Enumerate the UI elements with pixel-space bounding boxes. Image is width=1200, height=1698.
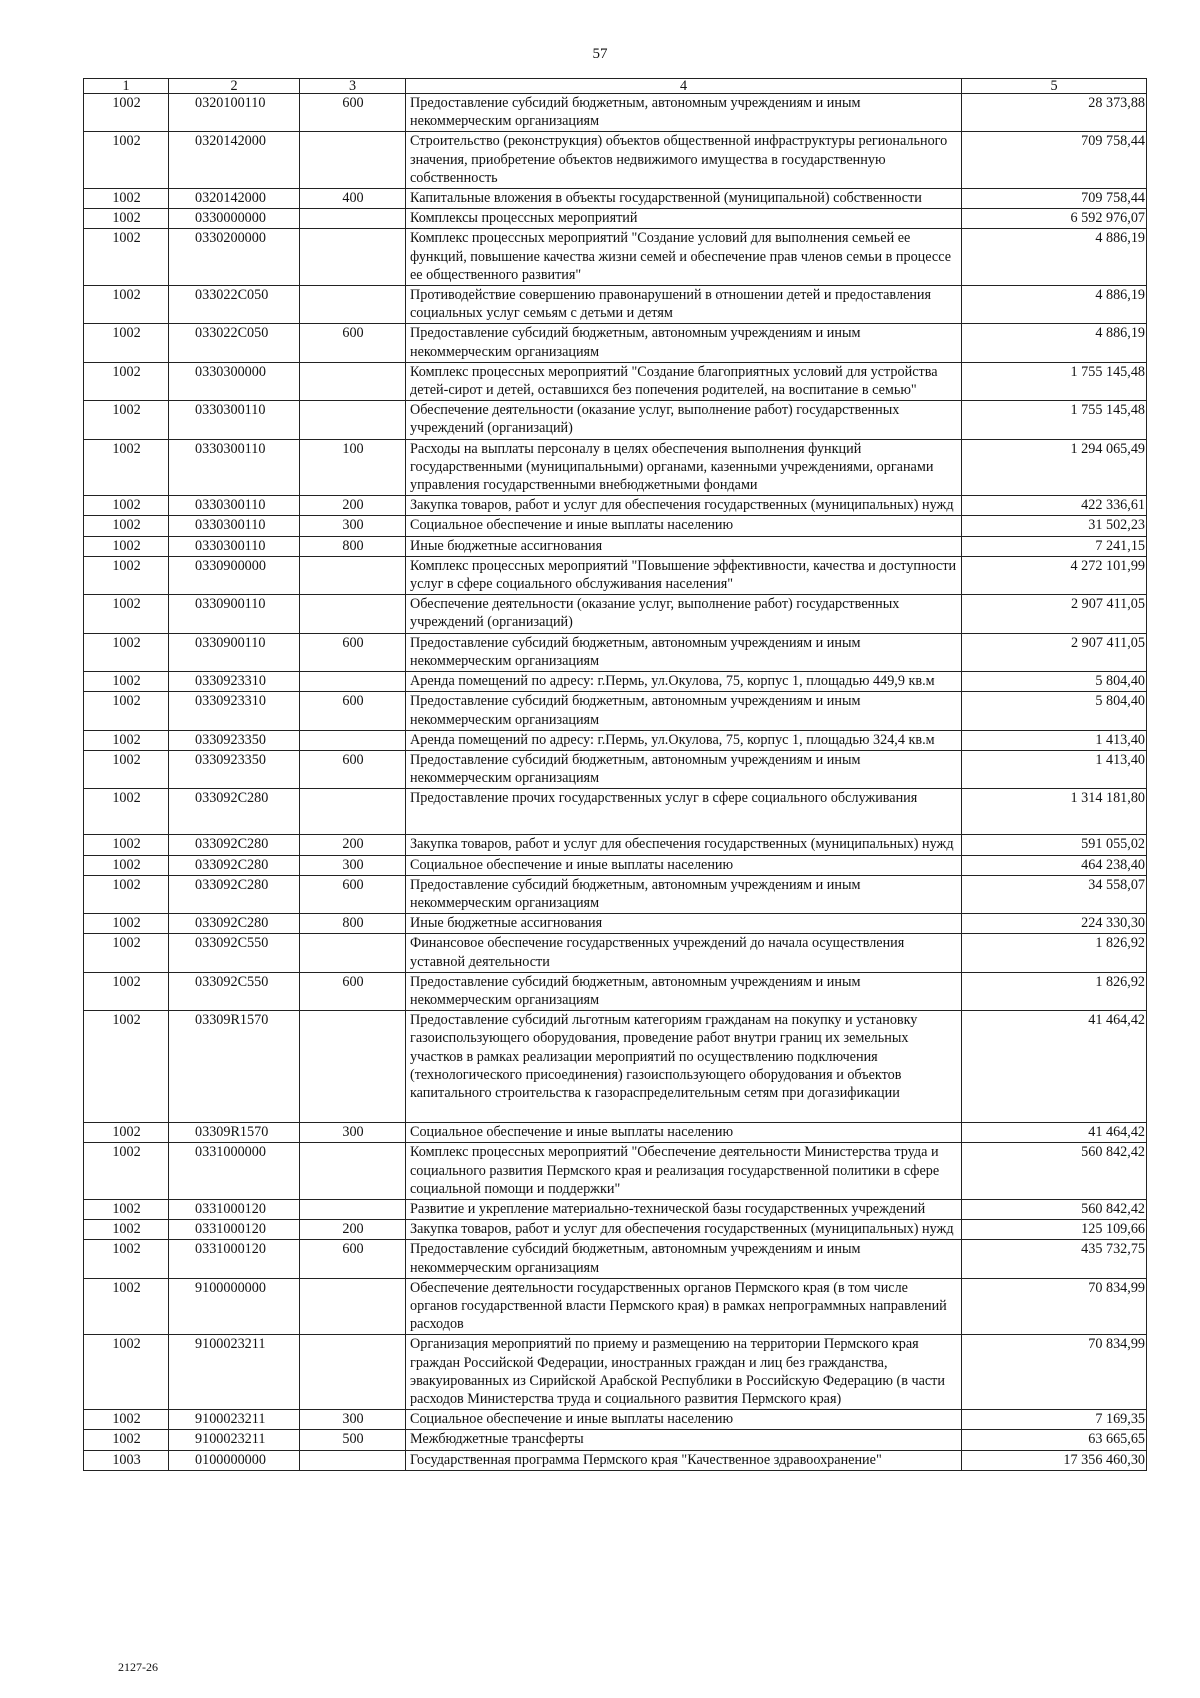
cell-amount: 7 241,15 <box>962 536 1147 556</box>
column-header-target-article: 2 <box>169 79 300 94</box>
table-row <box>84 1335 1147 1410</box>
cell-expense-type: 600 <box>300 972 406 1010</box>
cell-section: 1002 <box>84 556 169 594</box>
page-number: 57 <box>592 46 608 62</box>
cell-expense-type <box>300 595 406 633</box>
cell-expense-type <box>300 401 406 439</box>
cell-amount: 31 502,23 <box>962 516 1147 536</box>
cell-expense-type: 600 <box>300 875 406 913</box>
cell-target-article: 033092С280 <box>169 789 300 835</box>
cell-name: Комплекс процессных мероприятий "Создание условий для выполнения семьей ее функций, повышение качества жизни семей и обеспечение прав членов семьи в процессе ее общественного развития" <box>406 229 962 286</box>
cell-section: 1002 <box>84 189 169 209</box>
cell-target-article: 033092С550 <box>169 934 300 972</box>
cell-name: Социальное обеспечение и иные выплаты населению <box>406 516 962 536</box>
cell-target-article: 0330300110 <box>169 496 300 516</box>
cell-expense-type <box>300 730 406 750</box>
cell-section: 1002 <box>84 1278 169 1335</box>
cell-target-article: 0320142000 <box>169 132 300 189</box>
cell-amount: 70 834,99 <box>962 1278 1147 1335</box>
cell-expense-type: 800 <box>300 914 406 934</box>
cell-amount: 422 336,61 <box>962 496 1147 516</box>
cell-target-article: 9100023211 <box>169 1410 300 1430</box>
cell-target-article: 0331000120 <box>169 1240 300 1278</box>
cell-expense-type: 800 <box>300 536 406 556</box>
table-row <box>84 789 1147 835</box>
cell-section: 1002 <box>84 516 169 536</box>
cell-expense-type <box>300 1335 406 1410</box>
table-row <box>84 692 1147 730</box>
cell-amount: 560 842,42 <box>962 1143 1147 1200</box>
table-row <box>84 1220 1147 1240</box>
cell-section: 1002 <box>84 1430 169 1450</box>
cell-target-article: 0330923310 <box>169 672 300 692</box>
cell-amount: 6 592 976,07 <box>962 209 1147 229</box>
cell-amount: 709 758,44 <box>962 132 1147 189</box>
table-row <box>84 730 1147 750</box>
cell-target-article: 0330923350 <box>169 750 300 788</box>
cell-name: Комплекс процессных мероприятий "Повышение эффективности, качества и доступности услуг в сфере социального обслуживания населения" <box>406 556 962 594</box>
cell-target-article: 03309R1570 <box>169 1123 300 1143</box>
cell-name: Организация мероприятий по приему и размещению на территории Пермского края граждан Российской Федерации, иностранных граждан и лиц без гражданства, эвакуированных из Сирийской Арабской Республики в Российскую Федерацию (в части расходов Министерства труда и социального развития Пермского края) <box>406 1335 962 1410</box>
table-row <box>84 496 1147 516</box>
column-header-section: 1 <box>84 79 169 94</box>
cell-name: Противодействие совершению правонарушений в отношении детей и предоставления социальных услуг семьям с детьми и детям <box>406 286 962 324</box>
cell-expense-type: 200 <box>300 496 406 516</box>
cell-amount: 2 907 411,05 <box>962 595 1147 633</box>
cell-expense-type: 300 <box>300 516 406 536</box>
cell-amount: 70 834,99 <box>962 1335 1147 1410</box>
cell-section: 1002 <box>84 595 169 633</box>
table-row <box>84 934 1147 972</box>
table-row <box>84 94 1147 132</box>
footer-code: 2127-26 <box>118 1660 158 1674</box>
cell-amount: 464 238,40 <box>962 855 1147 875</box>
cell-amount: 5 804,40 <box>962 672 1147 692</box>
cell-section: 1002 <box>84 401 169 439</box>
cell-amount: 4 272 101,99 <box>962 556 1147 594</box>
table-row <box>84 536 1147 556</box>
cell-name: Социальное обеспечение и иные выплаты населению <box>406 1410 962 1430</box>
cell-amount: 591 055,02 <box>962 835 1147 855</box>
cell-expense-type <box>300 132 406 189</box>
cell-target-article: 9100023211 <box>169 1430 300 1450</box>
table-row <box>84 1430 1147 1450</box>
cell-target-article: 0331000120 <box>169 1199 300 1219</box>
table-row <box>84 835 1147 855</box>
cell-target-article: 0330900110 <box>169 633 300 671</box>
table-row <box>84 1450 1147 1470</box>
cell-section: 1002 <box>84 730 169 750</box>
cell-section: 1002 <box>84 1335 169 1410</box>
cell-target-article: 0330300000 <box>169 362 300 400</box>
cell-expense-type <box>300 1278 406 1335</box>
cell-amount: 4 886,19 <box>962 324 1147 362</box>
cell-expense-type: 100 <box>300 439 406 496</box>
cell-section: 1002 <box>84 536 169 556</box>
cell-expense-type <box>300 1011 406 1123</box>
table-header-row <box>84 79 1147 94</box>
column-header-name: 4 <box>406 79 962 94</box>
table-row <box>84 516 1147 536</box>
cell-target-article: 0320142000 <box>169 189 300 209</box>
table-row <box>84 595 1147 633</box>
cell-section: 1002 <box>84 835 169 855</box>
cell-target-article: 0330900000 <box>169 556 300 594</box>
cell-name: Аренда помещений по адресу: г.Пермь, ул.Окулова, 75, корпус 1, площадью 324,4 кв.м <box>406 730 962 750</box>
cell-amount: 2 907 411,05 <box>962 633 1147 671</box>
table-row <box>84 1123 1147 1143</box>
cell-section: 1002 <box>84 324 169 362</box>
cell-target-article: 033022С050 <box>169 286 300 324</box>
cell-expense-type <box>300 209 406 229</box>
cell-name: Комплексы процессных мероприятий <box>406 209 962 229</box>
cell-amount: 435 732,75 <box>962 1240 1147 1278</box>
cell-target-article: 9100023211 <box>169 1335 300 1410</box>
cell-section: 1002 <box>84 750 169 788</box>
cell-amount: 125 109,66 <box>962 1220 1147 1240</box>
cell-amount: 224 330,30 <box>962 914 1147 934</box>
table-row <box>84 401 1147 439</box>
table-row <box>84 633 1147 671</box>
column-header-expense-type: 3 <box>300 79 406 94</box>
budget-table-container <box>83 78 1146 1471</box>
cell-section: 1002 <box>84 934 169 972</box>
cell-section: 1002 <box>84 1143 169 1200</box>
cell-expense-type: 600 <box>300 1240 406 1278</box>
cell-name: Строительство (реконструкция) объектов общественной инфраструктуры регионального значения, приобретение объектов недвижимого имущества в государственную собственность <box>406 132 962 189</box>
cell-amount: 4 886,19 <box>962 229 1147 286</box>
cell-section: 1002 <box>84 855 169 875</box>
cell-name: Предоставление субсидий бюджетным, автономным учреждениям и иным некоммерческим организациям <box>406 692 962 730</box>
cell-expense-type <box>300 789 406 835</box>
table-row <box>84 132 1147 189</box>
cell-name: Предоставление субсидий бюджетным, автономным учреждениям и иным некоммерческим организациям <box>406 972 962 1010</box>
cell-target-article: 0331000000 <box>169 1143 300 1200</box>
cell-section: 1002 <box>84 875 169 913</box>
cell-expense-type: 400 <box>300 189 406 209</box>
cell-target-article: 03309R1570 <box>169 1011 300 1123</box>
cell-section: 1002 <box>84 789 169 835</box>
cell-expense-type: 600 <box>300 324 406 362</box>
cell-section: 1002 <box>84 94 169 132</box>
cell-section: 1002 <box>84 439 169 496</box>
table-row <box>84 1410 1147 1430</box>
cell-name: Предоставление субсидий бюджетным, автономным учреждениям и иным некоммерческим организациям <box>406 324 962 362</box>
table-row <box>84 556 1147 594</box>
cell-target-article: 0330900110 <box>169 595 300 633</box>
cell-amount: 7 169,35 <box>962 1410 1147 1430</box>
cell-target-article: 0330923350 <box>169 730 300 750</box>
cell-expense-type <box>300 672 406 692</box>
cell-name: Развитие и укрепление материально-технической базы государственных учреждений <box>406 1199 962 1219</box>
cell-expense-type: 200 <box>300 835 406 855</box>
table-row <box>84 189 1147 209</box>
cell-name: Капитальные вложения в объекты государственной (муниципальной) собственности <box>406 189 962 209</box>
cell-target-article: 0330300110 <box>169 401 300 439</box>
cell-section: 1002 <box>84 972 169 1010</box>
cell-amount: 709 758,44 <box>962 189 1147 209</box>
cell-expense-type: 500 <box>300 1430 406 1450</box>
cell-name: Иные бюджетные ассигнования <box>406 914 962 934</box>
table-row <box>84 914 1147 934</box>
cell-name: Предоставление субсидий бюджетным, автономным учреждениям и иным некоммерческим организациям <box>406 875 962 913</box>
cell-expense-type <box>300 229 406 286</box>
cell-section: 1002 <box>84 1410 169 1430</box>
cell-target-article: 033022С050 <box>169 324 300 362</box>
cell-name: Предоставление субсидий бюджетным, автономным учреждениям и иным некоммерческим организациям <box>406 94 962 132</box>
cell-amount: 34 558,07 <box>962 875 1147 913</box>
cell-target-article: 033092С280 <box>169 855 300 875</box>
cell-amount: 1 413,40 <box>962 750 1147 788</box>
table-row <box>84 439 1147 496</box>
cell-amount: 41 464,42 <box>962 1123 1147 1143</box>
cell-section: 1002 <box>84 1123 169 1143</box>
cell-section: 1002 <box>84 229 169 286</box>
cell-amount: 1 826,92 <box>962 934 1147 972</box>
cell-amount: 17 356 460,30 <box>962 1450 1147 1470</box>
cell-amount: 63 665,65 <box>962 1430 1147 1450</box>
cell-target-article: 033092С280 <box>169 914 300 934</box>
cell-amount: 1 826,92 <box>962 972 1147 1010</box>
cell-target-article: 0330200000 <box>169 229 300 286</box>
cell-name: Предоставление прочих государственных услуг в сфере социального обслуживания <box>406 789 962 835</box>
cell-name: Иные бюджетные ассигнования <box>406 536 962 556</box>
cell-target-article: 0330300110 <box>169 536 300 556</box>
cell-expense-type <box>300 1199 406 1219</box>
cell-section: 1002 <box>84 1220 169 1240</box>
cell-amount: 1 413,40 <box>962 730 1147 750</box>
cell-name: Закупка товаров, работ и услуг для обеспечения государственных (муниципальных) нужд <box>406 496 962 516</box>
cell-target-article: 033092С280 <box>169 875 300 913</box>
cell-expense-type <box>300 556 406 594</box>
cell-target-article: 0330000000 <box>169 209 300 229</box>
cell-expense-type <box>300 1143 406 1200</box>
cell-expense-type: 300 <box>300 855 406 875</box>
cell-target-article: 033092С280 <box>169 835 300 855</box>
cell-expense-type <box>300 362 406 400</box>
table-row <box>84 672 1147 692</box>
cell-name: Межбюджетные трансферты <box>406 1430 962 1450</box>
cell-amount: 1 294 065,49 <box>962 439 1147 496</box>
table-row <box>84 875 1147 913</box>
cell-expense-type: 300 <box>300 1410 406 1430</box>
cell-target-article: 0331000120 <box>169 1220 300 1240</box>
cell-name: Обеспечение деятельности (оказание услуг, выполнение работ) государственных учреждений (организаций) <box>406 401 962 439</box>
table-body <box>84 94 1147 1471</box>
cell-expense-type: 600 <box>300 633 406 671</box>
cell-name: Аренда помещений по адресу: г.Пермь, ул.Окулова, 75, корпус 1, площадью 449,9 кв.м <box>406 672 962 692</box>
table-row <box>84 1199 1147 1219</box>
cell-section: 1002 <box>84 633 169 671</box>
cell-section: 1002 <box>84 692 169 730</box>
cell-section: 1002 <box>84 209 169 229</box>
cell-target-article: 0330923310 <box>169 692 300 730</box>
table-row <box>84 229 1147 286</box>
budget-table <box>83 78 1147 1471</box>
table-row <box>84 750 1147 788</box>
cell-amount: 1 755 145,48 <box>962 401 1147 439</box>
cell-name: Комплекс процессных мероприятий "Создание благоприятных условий для устройства детей-сирот и детей, оставшихся без попечения родителей, на воспитание в семью" <box>406 362 962 400</box>
cell-name: Закупка товаров, работ и услуг для обеспечения государственных (муниципальных) нужд <box>406 1220 962 1240</box>
cell-target-article: 0330300110 <box>169 439 300 496</box>
cell-name: Комплекс процессных мероприятий "Обеспечение деятельности Министерства труда и социального развития Пермского края и реализация государственной политики в сфере социальной помощи и поддержки" <box>406 1143 962 1200</box>
cell-amount: 4 886,19 <box>962 286 1147 324</box>
cell-target-article: 033092С550 <box>169 972 300 1010</box>
cell-section: 1002 <box>84 672 169 692</box>
cell-target-article: 0320100110 <box>169 94 300 132</box>
cell-name: Обеспечение деятельности (оказание услуг, выполнение работ) государственных учреждений (организаций) <box>406 595 962 633</box>
table-row <box>84 972 1147 1010</box>
cell-amount: 1 314 181,80 <box>962 789 1147 835</box>
cell-amount: 41 464,42 <box>962 1011 1147 1123</box>
cell-section: 1003 <box>84 1450 169 1470</box>
column-header-amount: 5 <box>962 79 1147 94</box>
cell-name: Предоставление субсидий бюджетным, автономным учреждениям и иным некоммерческим организациям <box>406 1240 962 1278</box>
table-row <box>84 1011 1147 1123</box>
cell-expense-type: 600 <box>300 94 406 132</box>
cell-amount: 28 373,88 <box>962 94 1147 132</box>
cell-name: Расходы на выплаты персоналу в целях обеспечения выполнения функций государственными (муниципальными) органами, казенными учреждениями, органами управления государственными внебюджетными фондами <box>406 439 962 496</box>
cell-expense-type <box>300 286 406 324</box>
cell-name: Государственная программа Пермского края "Качественное здравоохранение" <box>406 1450 962 1470</box>
table-row <box>84 362 1147 400</box>
cell-section: 1002 <box>84 362 169 400</box>
cell-expense-type: 200 <box>300 1220 406 1240</box>
table-row <box>84 286 1147 324</box>
table-row <box>84 209 1147 229</box>
cell-name: Социальное обеспечение и иные выплаты населению <box>406 855 962 875</box>
cell-target-article: 0100000000 <box>169 1450 300 1470</box>
table-row <box>84 1278 1147 1335</box>
cell-section: 1002 <box>84 1199 169 1219</box>
table-row <box>84 1240 1147 1278</box>
cell-name: Предоставление субсидий бюджетным, автономным учреждениям и иным некоммерческим организациям <box>406 633 962 671</box>
cell-name: Социальное обеспечение и иные выплаты населению <box>406 1123 962 1143</box>
table-row <box>84 855 1147 875</box>
cell-expense-type: 600 <box>300 750 406 788</box>
cell-amount: 560 842,42 <box>962 1199 1147 1219</box>
cell-section: 1002 <box>84 1011 169 1123</box>
cell-section: 1002 <box>84 1240 169 1278</box>
table-row <box>84 1143 1147 1200</box>
cell-name: Предоставление субсидий бюджетным, автономным учреждениям и иным некоммерческим организациям <box>406 750 962 788</box>
cell-target-article: 9100000000 <box>169 1278 300 1335</box>
cell-section: 1002 <box>84 132 169 189</box>
cell-target-article: 0330300110 <box>169 516 300 536</box>
table-row <box>84 324 1147 362</box>
cell-name: Финансовое обеспечение государственных учреждений до начала осуществления уставной деятельности <box>406 934 962 972</box>
cell-expense-type <box>300 1450 406 1470</box>
cell-name: Закупка товаров, работ и услуг для обеспечения государственных (муниципальных) нужд <box>406 835 962 855</box>
cell-section: 1002 <box>84 286 169 324</box>
cell-name: Обеспечение деятельности государственных органов Пермского края (в том числе органов государственной власти Пермского края) в рамках непрограммных направлений расходов <box>406 1278 962 1335</box>
cell-expense-type: 600 <box>300 692 406 730</box>
cell-section: 1002 <box>84 914 169 934</box>
cell-expense-type <box>300 934 406 972</box>
cell-amount: 5 804,40 <box>962 692 1147 730</box>
cell-section: 1002 <box>84 496 169 516</box>
cell-expense-type: 300 <box>300 1123 406 1143</box>
cell-name: Предоставление субсидий льготным категориям гражданам на покупку и установку газоиспользующего оборудования, проведение работ внутри границ их земельных участков в рамках реализации мероприятий по осуществлению подключения (технологического присоединения) газоиспользующего оборудования и объектов капитального строительства к газораспределительным сетям при догазификации <box>406 1011 962 1123</box>
cell-amount: 1 755 145,48 <box>962 362 1147 400</box>
